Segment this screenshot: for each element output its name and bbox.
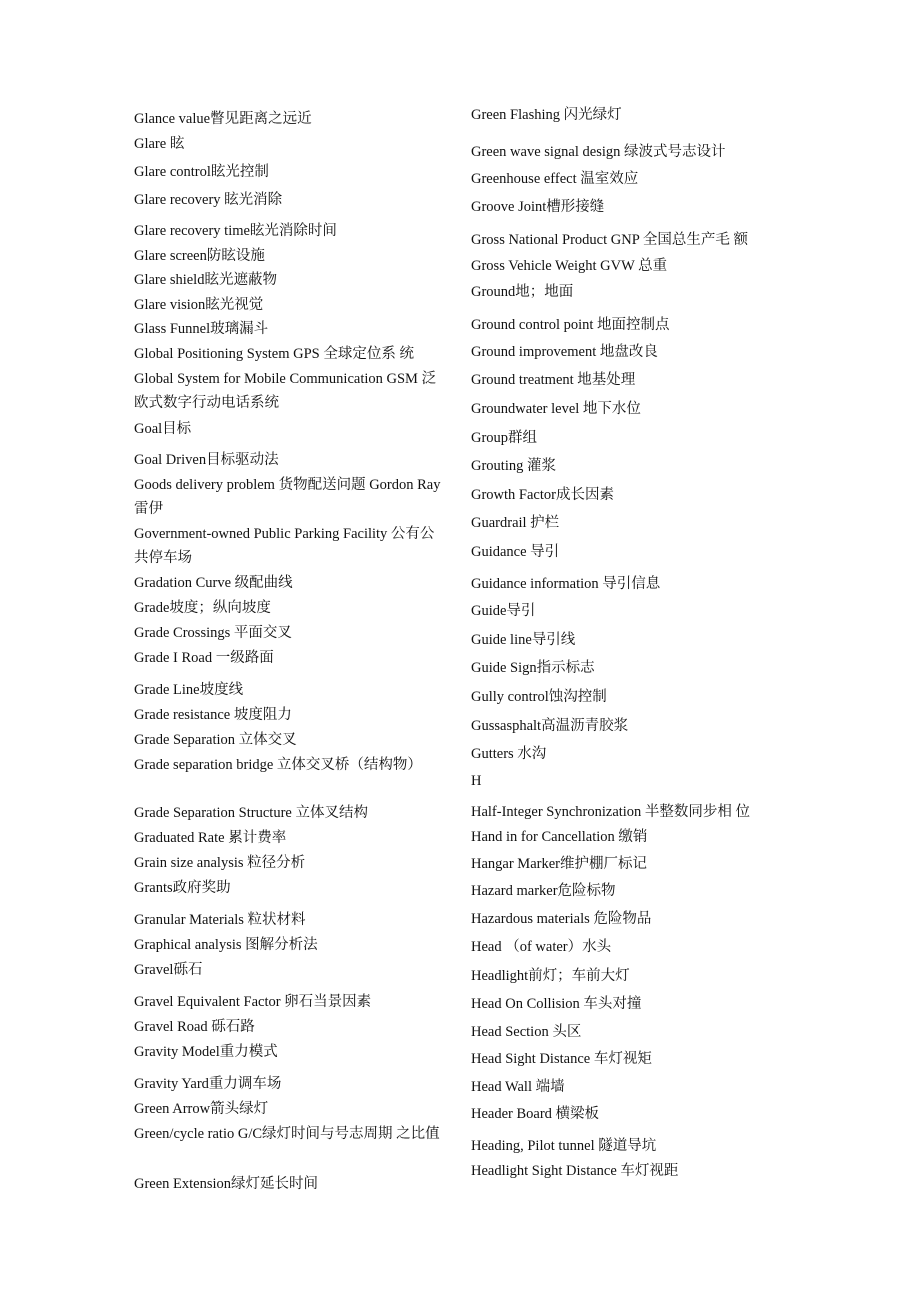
glossary-entry: Glare shield眩光遮蔽物: [134, 272, 277, 288]
glossary-entry: Grade Line坡度线: [134, 682, 244, 698]
glossary-entry: Gravel砾石: [134, 962, 203, 978]
glossary-entry: Glare 眩: [134, 136, 185, 152]
glossary-entry: Global System for Mobile Communication GSM 泛欧式数字行动电话系统: [134, 371, 437, 411]
glossary-entry: Group群组: [471, 430, 538, 446]
glossary-entry: Grade Crossings 平面交叉: [134, 625, 292, 641]
glossary-entry: Glare recovery 眩光消除: [134, 192, 283, 208]
glossary-entry: Greenhouse effect 温室效应: [471, 171, 639, 187]
glossary-entry: Graphical analysis 图解分析法: [134, 937, 318, 953]
glossary-entry: Grants政府奖助: [134, 880, 231, 896]
glossary-entry: Hazardous materials 危险物品: [471, 911, 652, 927]
glossary-entry: Green Flashing 闪光绿灯: [471, 107, 622, 123]
glossary-entry: Headlight Sight Distance 车灯视距: [471, 1163, 679, 1179]
glossary-entry: Goal Driven目标驱动法: [134, 452, 279, 468]
glossary-entry: Groundwater level 地下水位: [471, 401, 641, 417]
glossary-entry: Gravel Road 砾石路: [134, 1019, 255, 1035]
glossary-entry: Grade I Road 一级路面: [134, 650, 274, 666]
glossary-entry: Grade Separation Structure 立体叉结构: [134, 805, 368, 821]
glossary-entry: Global Positioning System GPS 全球定位系 统: [134, 346, 414, 362]
glossary-entry: Grade Separation 立体交叉: [134, 732, 297, 748]
glossary-entry: Grouting 灌浆: [471, 458, 556, 474]
glossary-entry: Ground control point 地面控制点: [471, 317, 670, 333]
glossary-entry: Goal目标: [134, 421, 192, 437]
glossary-entry: Glass Funnel玻璃漏斗: [134, 321, 269, 337]
glossary-entry: Guide Sign指示标志: [471, 660, 595, 676]
glossary-entry: Government-owned Public Parking Facility 公有公共停车场: [134, 526, 435, 566]
glossary-entry: Granular Materials 粒状材料: [134, 912, 306, 928]
glossary-entry: Guidance information 导引信息: [471, 576, 661, 592]
glossary-entry: Ground improvement 地盘改良: [471, 344, 658, 360]
glossary-entry: Header Board 横梁板: [471, 1106, 600, 1122]
glossary-entry: Half-Integer Synchronization 半整数同步相 位: [471, 804, 751, 820]
glossary-entry: Hazard marker危险标物: [471, 883, 616, 899]
glossary-entry: Guide line导引线: [471, 632, 576, 648]
glossary-entry: Ground地；地面: [471, 284, 574, 300]
glossary-entry: Grain size analysis 粒径分析: [134, 855, 306, 871]
glossary-entry: Gravity Model重力模式: [134, 1044, 278, 1060]
glossary-entry: Headlight前灯；车前大灯: [471, 968, 630, 984]
glossary-entry: Grade separation bridge 立体交叉桥（结构物）: [134, 757, 422, 773]
glossary-entry: Gutters 水沟: [471, 746, 547, 762]
glossary-entry: Grade resistance 坡度阻力: [134, 707, 292, 723]
glossary-entry: Guidance 导引: [471, 544, 560, 560]
glossary-entry: Green Arrow箭头绿灯: [134, 1101, 269, 1117]
glossary-entry: Green/cycle ratio G/C绿灯时间与号志周期 之比值: [134, 1126, 440, 1142]
glossary-entry: Gross National Product GNP 全国总生产毛 额: [471, 232, 748, 248]
glossary-entry: Glare vision眩光视觉: [134, 297, 264, 313]
glossary-entry: Guardrail 护栏: [471, 515, 560, 531]
glossary-entry: Head On Collision 车头对撞: [471, 996, 642, 1012]
glossary-entry: Glare recovery time眩光消除时间: [134, 223, 337, 239]
glossary-entry: Hand in for Cancellation 缴销: [471, 829, 648, 845]
glossary-entry: Head （of water）水头: [471, 939, 612, 955]
glossary-entry: Growth Factor成长因素: [471, 487, 614, 503]
glossary-entry: Graduated Rate 累计费率: [134, 830, 287, 846]
glossary-entry: Green wave signal design 绿波式号志设计: [471, 144, 726, 160]
glossary-entry: Head Sight Distance 车灯视矩: [471, 1051, 652, 1067]
glossary-entry: Groove Joint槽形接缝: [471, 199, 605, 215]
glossary-entry: Green Extension绿灯延长时间: [134, 1176, 319, 1192]
glossary-entry: Heading, Pilot tunnel 隧道导坑: [471, 1138, 657, 1154]
glossary-entry: Ground treatment 地基处理: [471, 372, 636, 388]
glossary-entry: Gravity Yard重力调车场: [134, 1076, 282, 1092]
glossary-entry: Head Section 头区: [471, 1024, 582, 1040]
glossary-entry: Gully control蚀沟控制: [471, 689, 607, 705]
glossary-entry: Glare screen防眩设施: [134, 248, 265, 264]
glossary-entry: Gradation Curve 级配曲线: [134, 575, 293, 591]
glossary-entry: Gussasphalt高温沥青胶浆: [471, 718, 629, 734]
glossary-entry: Head Wall 端墙: [471, 1079, 565, 1095]
glossary-entry: Gross Vehicle Weight GVW 总重: [471, 258, 668, 274]
glossary-entry: Gravel Equivalent Factor 卵石当景因素: [134, 994, 372, 1010]
glossary-entry: Hangar Marker维护棚厂标记: [471, 856, 647, 872]
glossary-entry: Guide导引: [471, 603, 536, 619]
glossary-entry: Goods delivery problem 货物配送问题 Gordon Ray 雷伊: [134, 477, 441, 517]
glossary-entry: Glance value瞥见距离之远近: [134, 111, 312, 127]
glossary-entry: Glare control眩光控制: [134, 164, 269, 180]
section-letter: H: [471, 773, 482, 789]
glossary-entry: Grade坡度；纵向坡度: [134, 600, 271, 616]
